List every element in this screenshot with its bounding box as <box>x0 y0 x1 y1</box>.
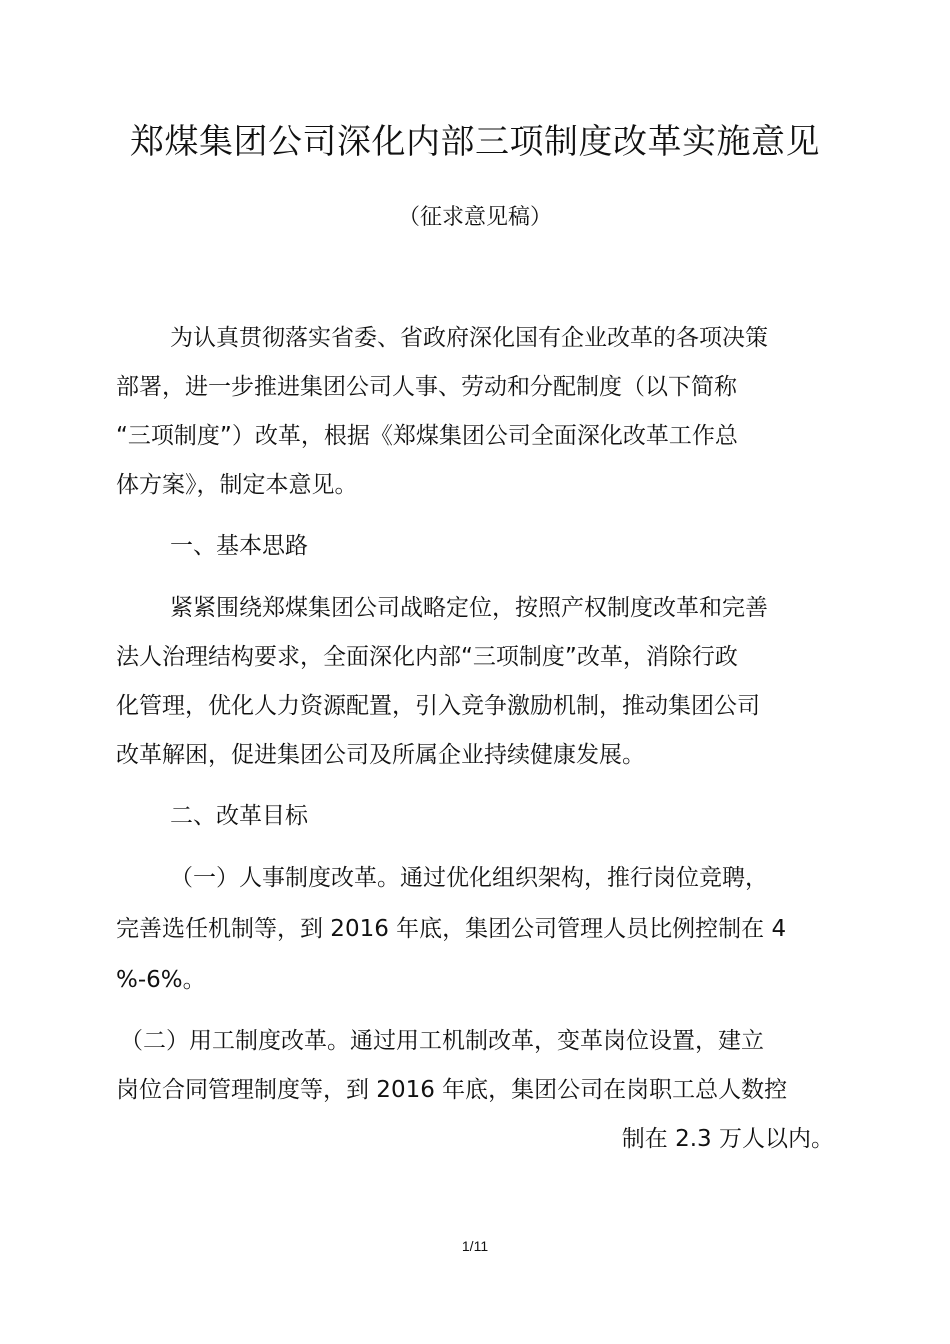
intro-line: 为认真贯彻落实省委、省政府深化国有企业改革的各项决策 <box>170 325 768 351</box>
item2-line: 岗位合同管理制度等，到 2016 年底，集团公司在岗职工总人数控 <box>116 1077 788 1103</box>
intro-line: “三项制度”）改革，根据《郑煤集团公司全面深化改革工作总 <box>116 423 738 449</box>
section-heading: 一、基本思路 <box>170 533 308 559</box>
intro-line: 体方案》，制定本意见。 <box>116 472 358 498</box>
section1-line: 改革解困，促进集团公司及所属企业持续健康发展。 <box>116 742 645 768</box>
item1-line: （一）人事制度改革。通过优化组织架构，推行岗位竞聘， <box>170 865 768 891</box>
item1-line: 完善选任机制等，到 2016 年底，集团公司管理人员比例控制在 4 <box>116 916 787 942</box>
document-subtitle: （征求意见稿） <box>397 205 552 230</box>
section1-line: 化管理，优化人力资源配置，引入竞争激励机制，推动集团公司 <box>116 693 760 719</box>
item1-line: %-6%。 <box>116 967 206 993</box>
section1-line: 法人治理结构要求，全面深化内部“三项制度”改革，消除行政 <box>116 644 738 670</box>
section1-line: 紧紧围绕郑煤集团公司战略定位，按照产权制度改革和完善 <box>170 595 768 621</box>
intro-line: 部署，进一步推进集团公司人事、劳动和分配制度（以下简称 <box>116 374 737 400</box>
page-number: 1/11 <box>461 1238 489 1254</box>
section-heading: 二、改革目标 <box>170 803 308 829</box>
document-title: 郑煤集团公司深化内部三项制度改革实施意见 <box>130 122 820 162</box>
item2-line: （二）用工制度改革。通过用工机制改革，变革岗位设置，建立 <box>120 1028 764 1054</box>
item2-line: 制在 2.3 万人以内。 <box>621 1126 834 1152</box>
